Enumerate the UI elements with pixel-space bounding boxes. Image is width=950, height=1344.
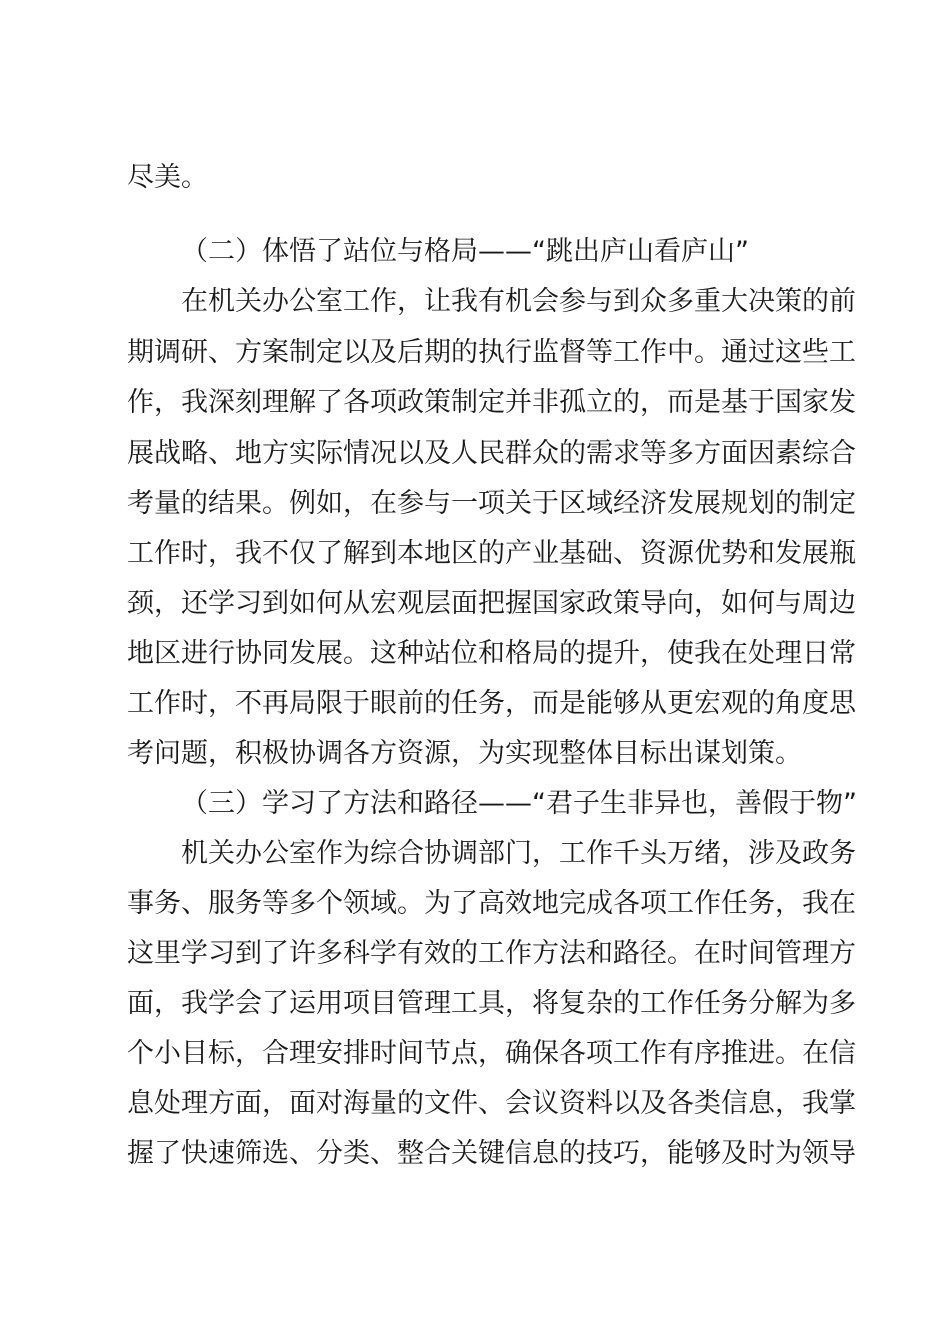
paragraph-line: 颈，还学习到如何从宏观层面把握国家政策导向，如何与周边 (127, 588, 856, 619)
paragraph-line: 考问题，积极协调各方资源，为实现整体目标出谋划策。 (127, 738, 802, 769)
paragraph-line: 握了快速筛选、分类、整合关键信息的技巧，能够及时为领导 (127, 1138, 856, 1169)
paragraph-line: 这里学习到了许多科学有效的工作方法和路径。在时间管理方 (127, 938, 856, 969)
paragraph-line: 个小目标，合理安排时间节点，确保各项工作有序推进。在信 (127, 1038, 856, 1069)
paragraph-line: 作，我深刻理解了各项政策制定并非孤立的，而是基于国家发 (127, 387, 856, 418)
paragraph-line: 息处理方面，面对海量的文件、会议资料以及各类信息，我掌 (127, 1088, 856, 1119)
paragraph-line: 机关办公室作为综合协调部门，工作千头万绪，涉及政务 (181, 838, 856, 869)
paragraph-line: 工作时，我不仅了解到本地区的产业基础、资源优势和发展瓶 (127, 538, 856, 569)
section-heading-3: （三）学习了方法和路径——“君子生非异也，善假于物” (181, 788, 857, 819)
paragraph-end-line: 尽美。 (127, 162, 208, 193)
paragraph-line: 面，我学会了运用项目管理工具，将复杂的工作任务分解为多 (127, 988, 856, 1019)
paragraph-line: 期调研、方案制定以及后期的执行监督等工作中。通过这些工 (127, 337, 856, 368)
paragraph-line: 考量的结果。例如，在参与一项关于区域经济发展规划的制定 (127, 488, 856, 519)
paragraph-line: 地区进行协同发展。这种站位和格局的提升，使我在处理日常 (127, 638, 856, 669)
paragraph-line: 事务、服务等多个领域。为了高效地完成各项工作任务，我在 (127, 888, 856, 919)
paragraph-line: 工作时，不再局限于眼前的任务，而是能够从更宏观的角度思 (127, 688, 856, 719)
paragraph-line: 在机关办公室工作，让我有机会参与到众多重大决策的前 (181, 286, 856, 317)
section-heading-2: （二）体悟了站位与格局——“跳出庐山看庐山” (181, 236, 749, 267)
paragraph-line: 展战略、地方实际情况以及人民群众的需求等多方面因素综合 (127, 438, 856, 469)
